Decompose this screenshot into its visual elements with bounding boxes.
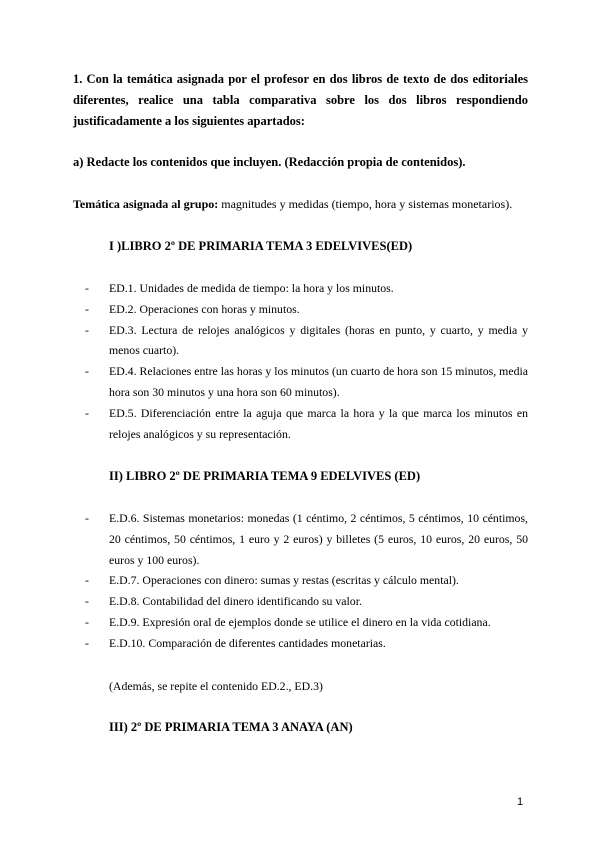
list-dash: - — [85, 322, 89, 337]
subquestion-text: a) Redacte los contenidos que incluyen. (Redacción propia de contenidos). — [73, 155, 466, 169]
section-heading-3: III) 2º DE PRIMARIA TEMA 3 ANAYA (AN) — [109, 720, 353, 734]
list-item: - E.D.9. Expresión oral de ejemplos donde se utilice el dinero en la vida cotidiana. — [85, 612, 528, 633]
list-item: - ED.1. Unidades de medida de tiempo: la hora y los minutos. — [85, 278, 528, 299]
list-item: - E.D.6. Sistemas monetarios: monedas (1 céntimo, 2 céntimos, 5 céntimos, 10 céntimos, 20 céntimos, 50 céntimos, 1 euro y 2 euros) y billetes (5 euros, 10 euros, 20 euros, 50 euros y 100 euros). — [85, 508, 528, 570]
assigned-topic-value: magnitudes y medidas (tiempo, hora y sistemas monetarios). — [218, 197, 513, 211]
list-dash: - — [85, 281, 89, 295]
list-item: - ED.2. Operaciones con horas y minutos. — [85, 299, 528, 320]
list-dash: - — [85, 301, 89, 316]
list-dash: - — [85, 594, 89, 609]
list-item: - E.D.7. Operaciones con dinero: sumas y restas (escritas y cálculo mental). — [85, 570, 528, 591]
assigned-topic-label: Temática asignada al grupo: — [73, 197, 219, 211]
list-dash: - — [85, 573, 89, 588]
list-dash: - — [85, 364, 89, 379]
list-item: - ED.4. Relaciones entre las horas y los minutos (un cuarto de hora son 15 minutos, media hora son 30 minutos y una hora son 60 minutos). — [85, 361, 528, 403]
list-item: - ED.5. Diferenciación entre la aguja que marca la hora y la que marca los minutos en relojes analógicos y su representación. — [85, 403, 528, 445]
question-text: 1. Con la temática asignada por el profesor en dos libros de texto de dos editoriales diferentes, realice una tabla comparativa sobre los dos libros respondiendo justificadamente a los siguientes apartados: — [73, 72, 528, 128]
list-item: - E.D.8. Contabilidad del dinero identificando su valor. — [85, 591, 528, 612]
list-dash: - — [85, 405, 89, 420]
list-dash: - — [85, 511, 89, 525]
page-number: 1 — [517, 796, 524, 808]
assigned-topic — [73, 194, 528, 215]
list-dash: - — [85, 614, 89, 629]
list-dash: - — [85, 635, 89, 650]
section-2-list — [85, 508, 528, 654]
section-1-list — [85, 278, 528, 444]
list-item: - E.D.10. Comparación de diferentes cantidades monetarias. — [85, 633, 528, 654]
list-item: - ED.3. Lectura de relojes analógicos y digitales (horas en punto, y cuarto, y media y menos cuarto). — [85, 320, 528, 362]
repeated-content-note: (Además, se repite el contenido ED.2., ED.3) — [109, 679, 323, 693]
section-heading-1: I )LIBRO 2º DE PRIMARIA TEMA 3 EDELVIVES(ED) — [109, 239, 413, 253]
section-heading-2: II) LIBRO 2º DE PRIMARIA TEMA 9 EDELVIVES (ED) — [109, 469, 421, 483]
